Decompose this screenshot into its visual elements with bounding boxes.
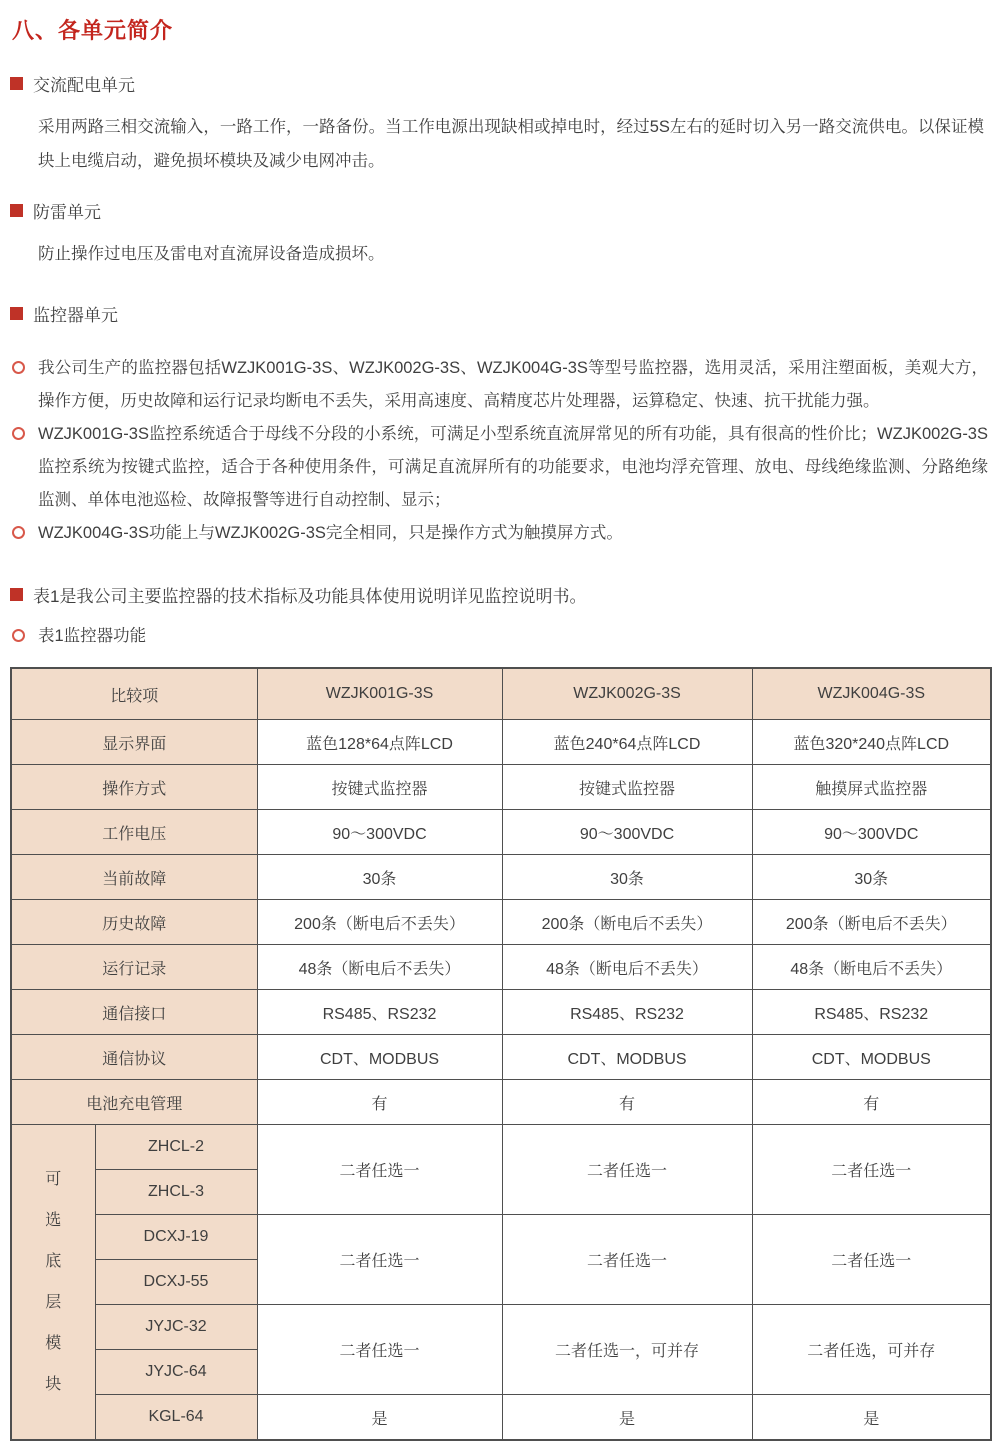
section-heading-monitor-text: 监控器单元 bbox=[33, 306, 118, 325]
monitor-comparison-table bbox=[10, 667, 992, 1441]
table-cell: 蓝色240*64点阵LCD bbox=[502, 720, 752, 765]
section-ac-body: 采用两路三相交流输入，一路工作，一路备份。当工作电源出现缺相或掉电时，经过5S左右的延时切入另一路交流供电。以保证模块上电缆启动，避免损坏模块及减少电网冲击。 bbox=[38, 118, 984, 170]
table-header-row bbox=[11, 668, 991, 720]
table-caption-text: 表1监控器功能 bbox=[38, 627, 147, 645]
section-heading-monitor bbox=[10, 301, 990, 326]
module-name-cell: JYJC-64 bbox=[95, 1350, 257, 1395]
table-intro-heading-text: 表1是我公司主要监控器的技术指标及功能具体使用说明详见监控说明书。 bbox=[33, 587, 587, 606]
row-label-cell: 电池充电管理 bbox=[11, 1080, 257, 1125]
row-label-cell: 历史故障 bbox=[11, 900, 257, 945]
table-row bbox=[11, 990, 991, 1035]
table-cell: 二者任选一 bbox=[502, 1215, 752, 1305]
list-item-text: 我公司生产的监控器包括WZJK001G-3S、WZJK002G-3S、WZJK004G-3S等型号监控器，选用灵活，采用注塑面板，美观大方，操作方便，历史故障和运行记录均断电不丢失，采用高速度、高精度芯片处理器，运算稳定、快速、抗干扰能力强。 bbox=[38, 359, 988, 410]
section-heading-lightning bbox=[10, 198, 990, 223]
table-cell: 48条（断电后不丢失） bbox=[752, 945, 991, 990]
row-label-cell: 当前故障 bbox=[11, 855, 257, 900]
circle-bullet-icon bbox=[12, 526, 25, 539]
table-row bbox=[11, 1035, 991, 1080]
module-name-cell: ZHCL-3 bbox=[95, 1170, 257, 1215]
table-cell: 30条 bbox=[752, 855, 991, 900]
header-cell-model-1: WZJK001G-3S bbox=[257, 668, 502, 720]
list-item-text: WZJK004G-3S功能上与WZJK002G-3S完全相同，只是操作方式为触摸屏方式。 bbox=[38, 524, 623, 542]
table-cell: 有 bbox=[257, 1080, 502, 1125]
square-bullet-icon bbox=[10, 77, 23, 90]
table-cell: 30条 bbox=[502, 855, 752, 900]
table-row bbox=[11, 1125, 991, 1170]
table-cell: 二者任选一，可并存 bbox=[502, 1305, 752, 1395]
section-ac-power bbox=[10, 71, 990, 178]
list-item bbox=[10, 352, 988, 418]
module-name-cell: DCXJ-55 bbox=[95, 1260, 257, 1305]
table-cell: 二者任选一 bbox=[752, 1125, 991, 1215]
circle-bullet-icon bbox=[12, 629, 25, 642]
row-label-cell: 通信协议 bbox=[11, 1035, 257, 1080]
table-cell: 二者任选一 bbox=[502, 1125, 752, 1215]
page-title: 八、各单元简介 bbox=[12, 18, 174, 43]
table-cell: 蓝色320*240点阵LCD bbox=[752, 720, 991, 765]
module-group-label-cell bbox=[11, 1125, 95, 1441]
table-cell: 48条（断电后不丢失） bbox=[257, 945, 502, 990]
table-row bbox=[11, 945, 991, 990]
table-cell: 200条（断电后不丢失） bbox=[257, 900, 502, 945]
square-bullet-icon bbox=[10, 204, 23, 217]
monitor-bullet-list bbox=[10, 352, 990, 550]
table-cell: 按键式监控器 bbox=[257, 765, 502, 810]
table-cell: 按键式监控器 bbox=[502, 765, 752, 810]
table-cell: 是 bbox=[257, 1395, 502, 1441]
table-cell: 二者任选一 bbox=[257, 1305, 502, 1395]
table-row bbox=[11, 1305, 991, 1350]
header-cell-compare: 比较项 bbox=[11, 668, 257, 720]
table-cell: 二者任选，可并存 bbox=[752, 1305, 991, 1395]
circle-bullet-icon bbox=[12, 427, 25, 440]
module-name-cell: JYJC-32 bbox=[95, 1305, 257, 1350]
module-name-cell: DCXJ-19 bbox=[95, 1215, 257, 1260]
table-cell: RS485、RS232 bbox=[502, 990, 752, 1035]
section-monitor bbox=[10, 301, 990, 550]
table-cell: 90～300VDC bbox=[502, 810, 752, 855]
table-cell: 蓝色128*64点阵LCD bbox=[257, 720, 502, 765]
table-cell: CDT、MODBUS bbox=[502, 1035, 752, 1080]
row-label-cell: 操作方式 bbox=[11, 765, 257, 810]
table-cell: 有 bbox=[752, 1080, 991, 1125]
table-caption bbox=[10, 621, 990, 651]
table-cell: 48条（断电后不丢失） bbox=[502, 945, 752, 990]
table-row bbox=[11, 1395, 991, 1441]
table-cell: 二者任选一 bbox=[257, 1125, 502, 1215]
section-heading-lightning-text: 防雷单元 bbox=[33, 203, 101, 222]
table-cell: 触摸屏式监控器 bbox=[752, 765, 991, 810]
list-item-text: WZJK001G-3S监控系统适合于母线不分段的小系统，可满足小型系统直流屏常见的所有功能，具有很高的性价比；WZJK002G-3S监控系统为按键式监控，适合于各种使用条件，可满足直流屏所有的功能要求，电池均浮充管理、放电、母线绝缘监测、分路绝缘监测、单体电池巡检、故障报警等进行自动控制、显示； bbox=[38, 425, 988, 509]
row-label-cell: 运行记录 bbox=[11, 945, 257, 990]
section-lightning-body: 防止操作过电压及雷电对直流屏设备造成损坏。 bbox=[38, 245, 385, 263]
module-name-cell: KGL-64 bbox=[95, 1395, 257, 1441]
table-cell: 200条（断电后不丢失） bbox=[502, 900, 752, 945]
circle-bullet-icon bbox=[12, 361, 25, 374]
table-row bbox=[11, 1080, 991, 1125]
table-cell: RS485、RS232 bbox=[257, 990, 502, 1035]
table-cell: CDT、MODBUS bbox=[752, 1035, 991, 1080]
table-intro-heading bbox=[10, 582, 990, 607]
table-row bbox=[11, 810, 991, 855]
row-label-cell: 工作电压 bbox=[11, 810, 257, 855]
module-group-label-text: 可选底层模块 bbox=[45, 1171, 62, 1393]
table-cell: 90～300VDC bbox=[752, 810, 991, 855]
table-cell: 是 bbox=[752, 1395, 991, 1441]
table-intro bbox=[10, 582, 990, 651]
table-cell: RS485、RS232 bbox=[752, 990, 991, 1035]
section-heading-ac bbox=[10, 71, 990, 96]
table-cell: 是 bbox=[502, 1395, 752, 1441]
square-bullet-icon bbox=[10, 588, 23, 601]
table-cell: 30条 bbox=[257, 855, 502, 900]
list-item bbox=[10, 418, 988, 517]
section-lightning bbox=[10, 198, 990, 271]
list-item bbox=[10, 517, 988, 550]
header-cell-model-2: WZJK002G-3S bbox=[502, 668, 752, 720]
square-bullet-icon bbox=[10, 307, 23, 320]
table-cell: 二者任选一 bbox=[257, 1215, 502, 1305]
table-row bbox=[11, 1215, 991, 1260]
table-cell: 二者任选一 bbox=[752, 1215, 991, 1305]
section-heading-ac-text: 交流配电单元 bbox=[33, 76, 135, 95]
table-cell: 90～300VDC bbox=[257, 810, 502, 855]
header-cell-model-3: WZJK004G-3S bbox=[752, 668, 991, 720]
row-label-cell: 显示界面 bbox=[11, 720, 257, 765]
table-cell: CDT、MODBUS bbox=[257, 1035, 502, 1080]
table-row bbox=[11, 765, 991, 810]
table-row bbox=[11, 720, 991, 765]
module-name-cell: ZHCL-2 bbox=[95, 1125, 257, 1170]
table-cell: 有 bbox=[502, 1080, 752, 1125]
table-row bbox=[11, 855, 991, 900]
table-row bbox=[11, 900, 991, 945]
row-label-cell: 通信接口 bbox=[11, 990, 257, 1035]
table-cell: 200条（断电后不丢失） bbox=[752, 900, 991, 945]
